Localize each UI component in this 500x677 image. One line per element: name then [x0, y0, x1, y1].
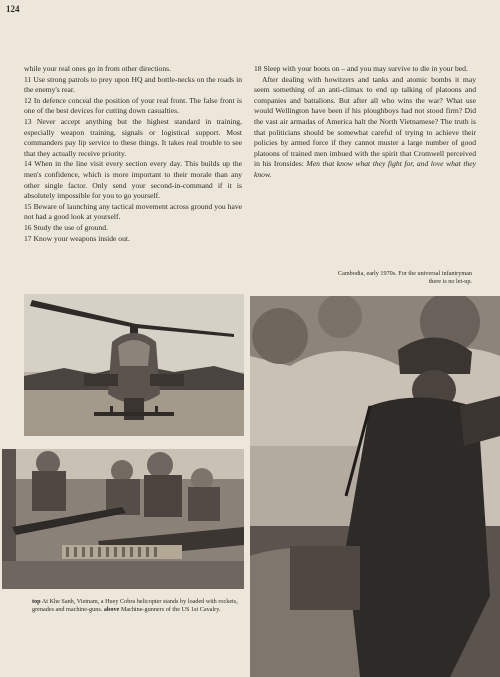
caption-text-above: Machine-gunners of the US 1st Cavalry.	[119, 606, 221, 614]
machine-gunners-photo	[2, 449, 244, 589]
page-number: 124	[6, 4, 20, 14]
photo-caption-vietnam	[32, 598, 240, 614]
paragraph: 11 Use strong patrols to prey upon HQ and bottle-necks on the roads in the enemy's rear.	[24, 74, 242, 95]
paragraph	[254, 75, 476, 181]
paragraph: 14 When in the line visit every section every day. This builds up the men's confidence, which is more important to their morale than any other single factor. Only send your second-in-command if it is absolutely impossible for you to go yourself.	[24, 159, 242, 201]
helicopter-photo	[24, 294, 244, 436]
paragraph: 15 Beware of launching any tactical movement across ground you have not had a good look at yourself.	[24, 201, 242, 222]
paragraph-text: After dealing with howitzers and tanks and atomic bombs it may seem something of an anti-climax to end up talking of platoons and companies and battalions. But after all who wins the war? What use would Wellington have been if his ploughboys had not stood firm? Did the vast air armadas of America halt the North Vietnamese? The truth is that politicians should be somewhat careful of trying to achieve their policies by armed force if they cannot muster a large number of good platoons of trained men imbued with the spirit that Cromwell perceived in his Ironsides:	[254, 74, 476, 169]
infantryman-photo-graphic	[250, 296, 500, 677]
cromwell-quote: Men that know what they fight for, and love what they know.	[254, 159, 476, 179]
paragraph: 17 Know your weapons inside out.	[24, 233, 130, 243]
caption-label-above: above	[103, 606, 120, 614]
photo-caption-cambodia: Cambodia, early 1970s. For the universal infantryman there is no let-up.	[337, 270, 472, 285]
helicopter-photo-graphic	[24, 294, 244, 436]
caption-label-top: top	[32, 598, 41, 605]
infantryman-photo	[250, 296, 500, 677]
paragraph: 18 Sleep with your boots on – and you may survive to die in your bed.	[254, 64, 468, 73]
paragraph: while your real ones go in from other directions.	[24, 64, 171, 73]
machine-gunners-photo-graphic	[2, 449, 244, 589]
paragraph: 16 Study the use of ground.	[24, 222, 108, 232]
right-text-column	[254, 64, 476, 181]
paragraph: 13 Never accept anything but the highest standard in training, especially weapon training, signals or logistical support. Most commanders pay lip service to these things. It takes real trouble to see that they actually receive priority.	[24, 116, 242, 158]
paragraph: 12 In defence conceal the position of your real front. The false front is one of the best devices for cutting down casualties.	[24, 95, 242, 116]
left-text-column	[24, 64, 242, 244]
caption-text-top: At Khe Sanh, Vietnam, a Huey Cobra helicopter stands by loaded with rockets, grenades and machine-guns.	[32, 598, 238, 614]
